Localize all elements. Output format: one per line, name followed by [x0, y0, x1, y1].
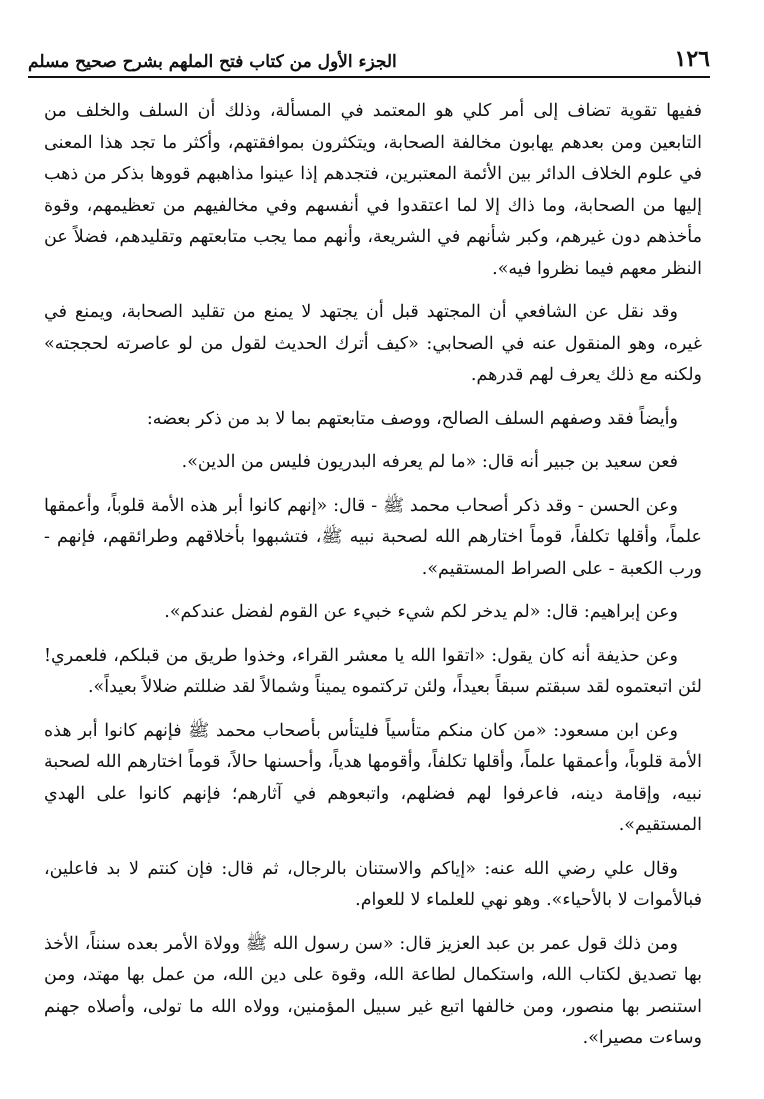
running-title: الجزء الأول من كتاب فتح الملهم بشرح صحيح مسلم: [28, 52, 397, 72]
page-header: [28, 38, 710, 78]
paragraph: وأيضاً فقد وصفهم السلف الصالح، ووصف متابعتهم بما لا بد من ذكر بعضه:: [146, 408, 678, 429]
paragraph: وقال علي رضي الله عنه: «إياكم والاستنان بالرجال، ثم قال: فإن كنتم لا بد فاعلين، فبالأموات لا بالأحياء». وهو نهي للعلماء لا للعوام.: [44, 858, 702, 910]
paragraph: وقد نقل عن الشافعي أن المجتهد قبل أن يجتهد لا يمنع من تقليد الصحابة، ويمنع في غيره، وهو المنقول عنه في الصحابي: «كيف أترك الحديث لقول من لو عاصرته لحججته» ولكنه مع ذلك يعرف لهم قدرهم.: [44, 302, 702, 385]
paragraph: وعن ابن مسعود: «من كان منكم متأسياً فليتأس بأصحاب محمد ﷺ فإنهم كانوا أبر هذه الأمة قلوباً، وأعمقها علماً، وأقلها تكلفاً، وأقومها هدياً، وأحسنها حالاً، قوماً اختارهم الله لصحبة نبيه، وإقامة دينه، فاعرفوا لهم فضلهم، واتبعوهم في آثارهم؛ فإنهم كانوا على الهدي المستقيم».: [44, 720, 702, 835]
paragraph: وعن حذيفة أنه كان يقول: «اتقوا الله يا معشر القراء، وخذوا طريق من قبلكم، فلعمري! لئن اتبعتموه لقد سبقتم سبقاً بعيداً، ولئن تركتموه يميناً وشمالاً لقد ضللتم ضلالاً بعيداً».: [44, 645, 702, 697]
paragraph: ومن ذلك قول عمر بن عبد العزيز قال: «سن رسول الله ﷺ وولاة الأمر بعده سنناً، الأخذ بها تصديق لكتاب الله، واستكمال لطاعة الله، وقوة على دين الله، من عمل بها مهتد، ومن استنصر بها منصور، ومن خالفها اتبع غير سبيل المؤمنين، وولاه الله ما تولى، وأصلاه جهنم وساءت مصيرا».: [44, 933, 702, 1048]
page-body: [44, 96, 702, 1079]
paragraph: ففيها تقوية تضاف إلى أمر كلي هو المعتمد في المسألة، وذلك أن السلف والخلف من التابعين ومن بعدهم يهابون مخالفة الصحابة، ويتكثرون بموافقتهم، وأكثر ما تجد هذا المعنى في علوم الخلاف الدائر بين الأئمة المعتبرين، فتجدهم إذا عينوا مذاهبهم قووها بذكر من ذهب إليها من الصحابة، وما ذاك إلا لما اعتقدوا في أنفسهم وفي مخالفيهم من تعظيمهم، وقوة مأخذهم دون غيرهم، وكبر شأنهم في الشريعة، وأنهم مما يجب متابعتهم وتقليدهم، فضلاً عن النظر معهم فيما نظروا فيه».: [44, 101, 702, 279]
page-number: ١٢٦: [674, 46, 710, 72]
paragraph: فعن سعيد بن جبير أنه قال: «ما لم يعرفه البدريون فليس من الدين».: [181, 452, 678, 472]
paragraph: وعن الحسن - وقد ذكر أصحاب محمد ﷺ - قال: «إنهم كانوا أبر هذه الأمة قلوباً، وأعمقها علماً، وأقلها تكلفاً، قوماً اختارهم الله لصحبة نبيه ﷺ، فتشبهوا بأخلاقهم وطرائقهم، فإنهم - ورب الكعبة - على الصراط المستقيم».: [44, 495, 702, 579]
paragraph: وعن إبراهيم: قال: «لم يدخر لكم شيء خبيء عن القوم لفضل عندكم».: [164, 602, 678, 622]
